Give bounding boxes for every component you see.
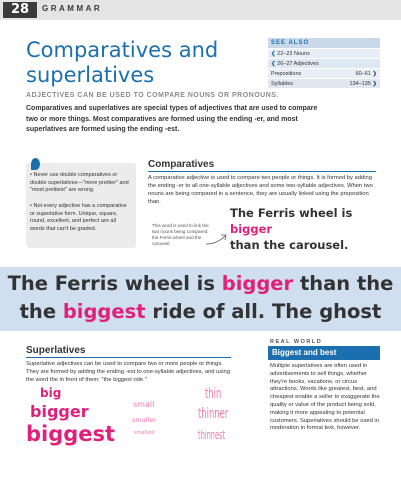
see-also-label: Adjectives: [293, 60, 319, 67]
example-word: thinnest: [198, 428, 226, 442]
intro-paragraph: Comparatives and superlatives are special types of adjectives that are used to compare two or more things. Most comparatives are formed using the ending -er, and most superlatives are formed using the ending -est.: [26, 105, 318, 133]
tip-item: • Not every adjective has a comparative or superlative form. Unique, square, round, excellent, and perfect are all words that can't be graded.: [30, 203, 127, 232]
see-also-ref: 60–61 ❯: [355, 70, 377, 77]
banner-highlight: bigger: [221, 272, 294, 295]
superlatives-text: Superlative adjectives can be used to compare two or more people or things. They are formed by adding the ending -est to one-syllable adjectives, and using the word the in front of them: "the biggest ride.": [26, 361, 230, 383]
divider: [26, 357, 231, 358]
see-also-item[interactable]: [268, 58, 380, 68]
comparative-example: [230, 205, 390, 253]
see-also-pages: 22–23: [277, 50, 293, 57]
tip-text: Not every adjective has a comparative or superlative form. Unique, square, round, excellent, and perfect are all words that can't be graded.: [30, 203, 127, 232]
tip-icon: [31, 158, 40, 170]
see-also-item[interactable]: [268, 68, 380, 78]
example-word: thin: [205, 386, 222, 402]
see-also-label: Syllables: [271, 80, 294, 87]
example-word: smaller: [132, 416, 156, 424]
real-world-heading: Biggest and best: [268, 346, 380, 360]
banner-line: than the: [293, 272, 394, 295]
banner-line: the: [19, 300, 63, 323]
see-also-label: Nouns: [293, 50, 310, 57]
example-word: biggest: [26, 422, 116, 446]
section-title: GRAMMAR: [42, 4, 103, 13]
tip-text: Never use double comparatives or double superlatives—"more prettier" and "most prettiest" are wrong.: [30, 172, 129, 193]
superlatives-heading: Superlatives: [26, 345, 86, 356]
see-also-box: [268, 38, 380, 88]
example-word: small: [133, 400, 155, 409]
banner-text: [0, 270, 401, 326]
real-world-label: REAL WORLD: [270, 339, 323, 345]
annotation: This word is used to link the two nouns being compared: the Ferris wheel and the carousel.: [152, 223, 209, 246]
example-word: big: [40, 386, 62, 400]
see-also-item[interactable]: [268, 48, 380, 58]
tip-item: • Never use double comparatives or double superlatives—"more prettier" and "most prettiest" are wrong.: [30, 172, 129, 193]
page-subtitle: ADJECTIVES CAN BE USED TO COMPARE NOUNS OR PRONOUNS.: [26, 92, 279, 99]
example-text: than the carousel.: [230, 238, 349, 252]
banner-highlight: biggest: [62, 300, 146, 323]
real-world-text: Multiple superlatives are often used in advertisements to sell things, whether they're books, vacations, or circus attractions. Words like greatest, best, and cheapest enable a seller to exaggerate the quality or value of the product being sold, making it more appealing to potential customers. Superlatives should be used in moderation in formal text, however.: [270, 363, 380, 432]
comparatives-text: A comparative adjective is used to compare two people or things. It is formed by adding the ending -er to all one-syllable adjectives and some two-syllable adjectives. When two nouns are being compared in a sentence, they are usually linked using the preposition than.: [148, 175, 373, 205]
example-text: The Ferris wheel is: [230, 206, 353, 220]
see-also-item[interactable]: [268, 78, 380, 88]
banner-line: The Ferris wheel is: [7, 272, 222, 295]
example-word: thinner: [198, 406, 229, 422]
comparatives-heading: Comparatives: [148, 159, 215, 170]
see-also-ref: 134–135 ❯: [349, 80, 377, 87]
see-also-label: Prepositions: [271, 70, 302, 77]
see-also-heading: SEE ALSO: [268, 38, 380, 48]
left-arrow-icon: ❮: [271, 50, 276, 57]
example-word: smallest: [134, 430, 155, 436]
page-number: 28: [3, 2, 37, 18]
curved-arrow-icon: [205, 232, 231, 246]
divider: [148, 171, 376, 172]
example-word: bigger: [30, 402, 89, 421]
see-also-pages: 26–27: [277, 60, 293, 67]
example-highlight: bigger: [230, 222, 273, 236]
left-arrow-icon: ❮: [271, 60, 276, 67]
banner-line: ride of all. The ghost: [145, 300, 382, 323]
page-title: Comparatives and superlatives: [26, 38, 219, 87]
